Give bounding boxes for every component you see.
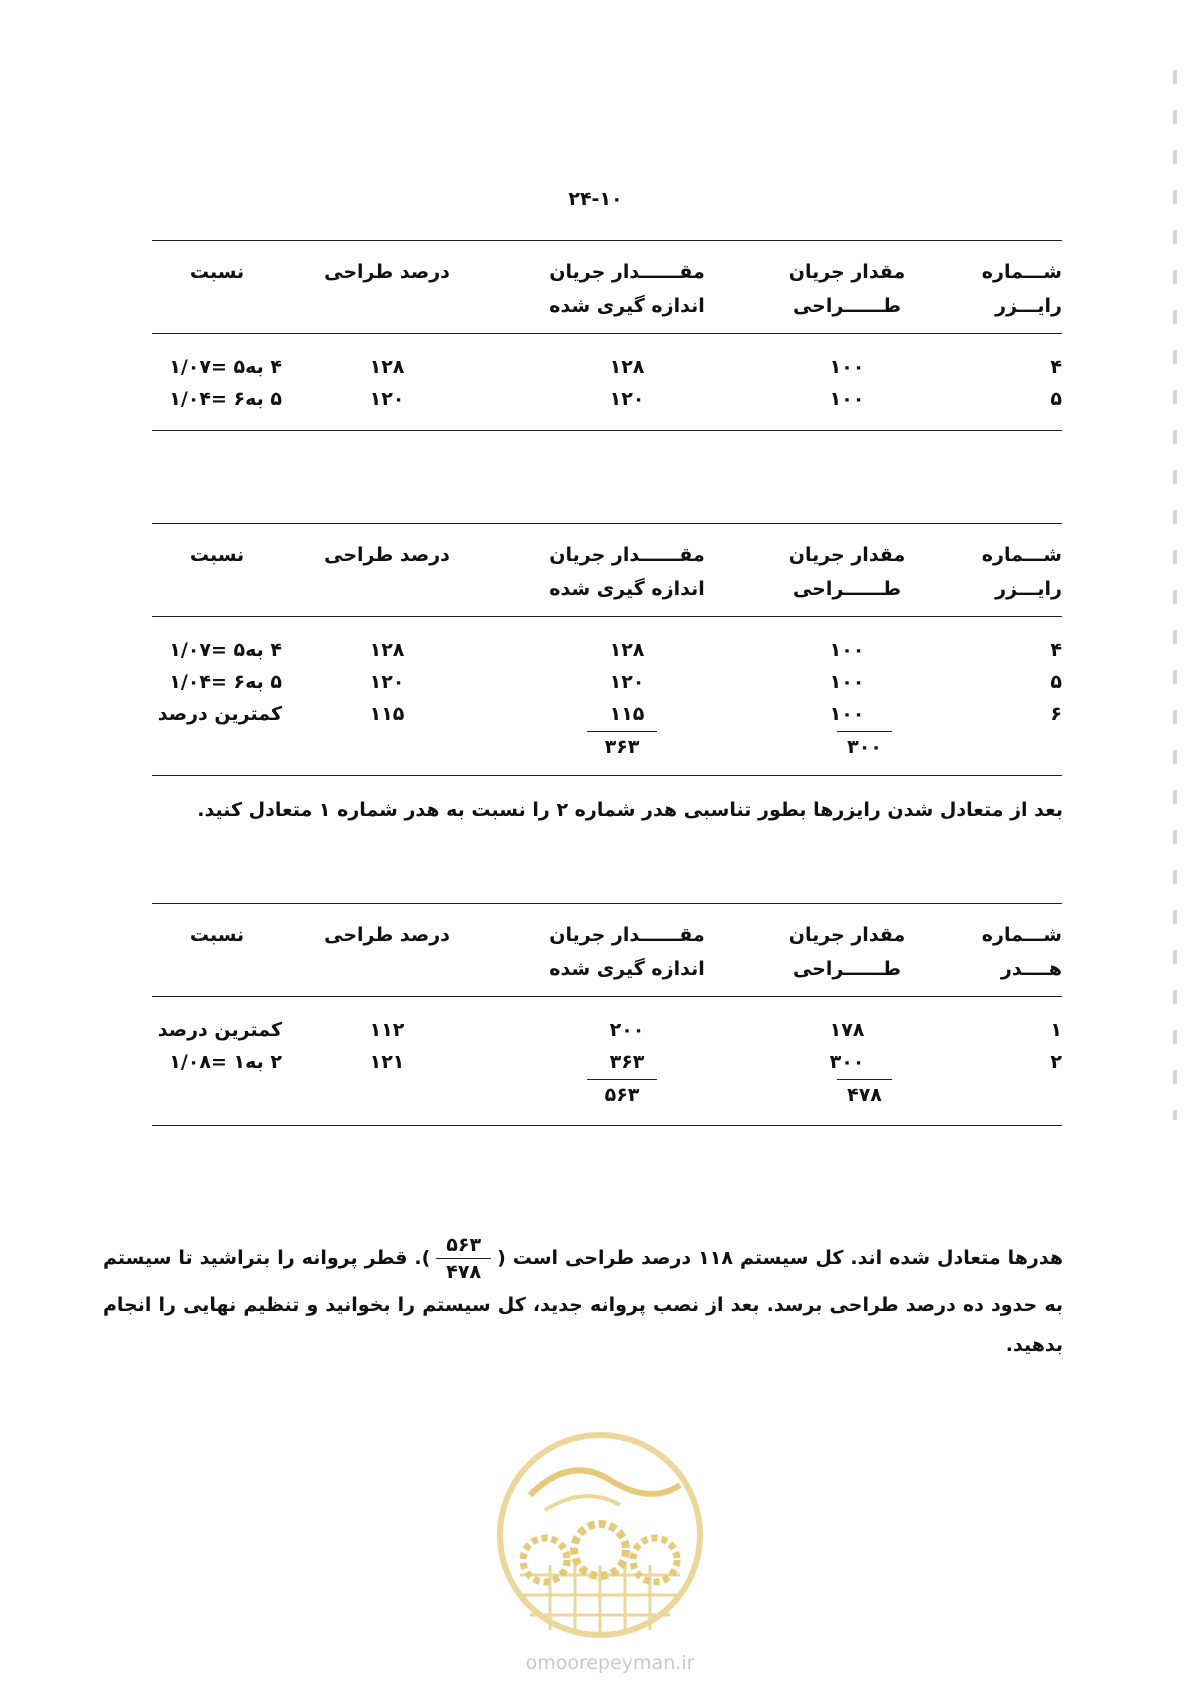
instruction-paragraph-1: بعد از متعادل شدن رایزرها بطور تناسبی هدر شماره ۲ را نسبت به هدر شماره ۱ متعادل کنید.	[197, 799, 1063, 821]
watermark-site: omoorepeyman.ir	[525, 1652, 695, 1674]
table-top-rule	[152, 903, 1062, 904]
table-bottom-rule	[152, 775, 1062, 776]
header-design-flow: مقدار جریان طــــــراحی	[788, 544, 906, 600]
header-bottom-rule	[152, 333, 1062, 334]
page-number: ۲۴-۱۰	[568, 188, 623, 210]
scan-edge-marks	[1173, 70, 1177, 1120]
riser-table-1: شـــماره رایـــزر مقدار جریان طــــــراحی مقــــــدار جریان اندازه گیری شده درصد طراحی نسبت ۴ ۱۰۰ ۱۲۸ ۱۲۸ ۴ به۵ =۱/۰۷ ۵ ۱۰۰ ۱۲۰ ۱۲۰ ۵ به۶ =۱/۰۴	[152, 240, 1062, 435]
header-number: شـــماره هــــدر	[981, 924, 1062, 980]
table-top-rule	[152, 240, 1062, 241]
header-design-percent: درصد طراحی	[324, 924, 450, 946]
header-bottom-rule	[152, 616, 1062, 617]
header-measured-flow: مقــــــدار جریان اندازه گیری شده	[549, 924, 705, 980]
table-row: ۵	[1050, 671, 1062, 693]
riser-table-2: شـــماره رایـــزر مقدار جریان طــــــراحی مقــــــدار جریان اندازه گیری شده درصد طراحی نسبت ۴ ۱۰۰ ۱۲۸ ۱۲۸ ۴ به۵ =۱/۰۷ ۵ ۱۰۰ ۱۲۰ ۱۲۰ ۵ به۶ =۱/۰۴ ۶ ۱۰۰ ۱۱۵ ۱۱۵ کمترین درصد ۳۰۰ ۳۶۳	[152, 523, 1062, 838]
instruction-paragraph-2: هدرها متعادل شده اند. کل سیستم ۱۱۸ درصد طراحی است ( $\frac{۵۶۳}{۴۷۸}$ ). قطر پروانه را بتراشید تا سیستم به حدود ده درصد طراحی برسد. بعد از نصب پروانه جدید، کل سیستم را بخوانید و تنظیم نهایی را انجام بدهید.	[103, 1234, 1064, 1356]
total-design-flow: ۳۰۰	[837, 731, 892, 762]
header-number: شـــماره رایـــزر	[981, 544, 1062, 600]
table-row: ۴	[1050, 356, 1062, 378]
header-design-flow: مقدار جریان طــــــراحی	[788, 261, 906, 317]
header-bottom-rule	[152, 996, 1062, 997]
watermark-logo	[490, 1425, 710, 1665]
ratio-fraction: $\frac{۵۶۳}{۴۷۸}$	[436, 1232, 491, 1285]
header-ratio: نسبت	[189, 924, 245, 946]
table-row: ۵	[1050, 388, 1062, 410]
table-bottom-rule	[152, 430, 1062, 431]
header-design-percent: درصد طراحی	[324, 544, 450, 566]
total-measured-flow: ۳۶۳	[587, 731, 657, 762]
header-measured-flow: مقــــــدار جریان اندازه گیری شده	[549, 544, 705, 600]
table-row: ۴	[1050, 639, 1062, 661]
total-measured-flow: ۵۶۳	[587, 1079, 657, 1110]
header-ratio: نسبت	[189, 544, 245, 566]
table-bottom-rule	[152, 1125, 1062, 1126]
total-design-flow: ۴۷۸	[837, 1079, 892, 1110]
table-row: ۶	[1050, 703, 1062, 725]
header-measured-flow: مقــــــدار جریان اندازه گیری شده	[549, 261, 705, 317]
table-top-rule	[152, 523, 1062, 524]
table-row: ۱	[1050, 1019, 1062, 1041]
header-number: شـــماره رایـــزر	[981, 261, 1062, 317]
header-design-percent: درصد طراحی	[324, 261, 450, 283]
header-ratio: نسبت	[189, 261, 245, 283]
header-table: شـــماره هــــدر مقدار جریان طــــــراحی مقــــــدار جریان اندازه گیری شده درصد طراحی نسبت ۱ ۱۷۸ ۲۰۰ ۱۱۲ کمترین درصد ۲ ۳۰۰ ۳۶۳ ۱۲۱ ۲ به۱ =۱/۰۸ ۴۷۸ ۵۶۳	[152, 903, 1062, 1133]
table-row: ۲	[1050, 1051, 1062, 1073]
header-design-flow: مقدار جریان طــــــراحی	[788, 924, 906, 980]
